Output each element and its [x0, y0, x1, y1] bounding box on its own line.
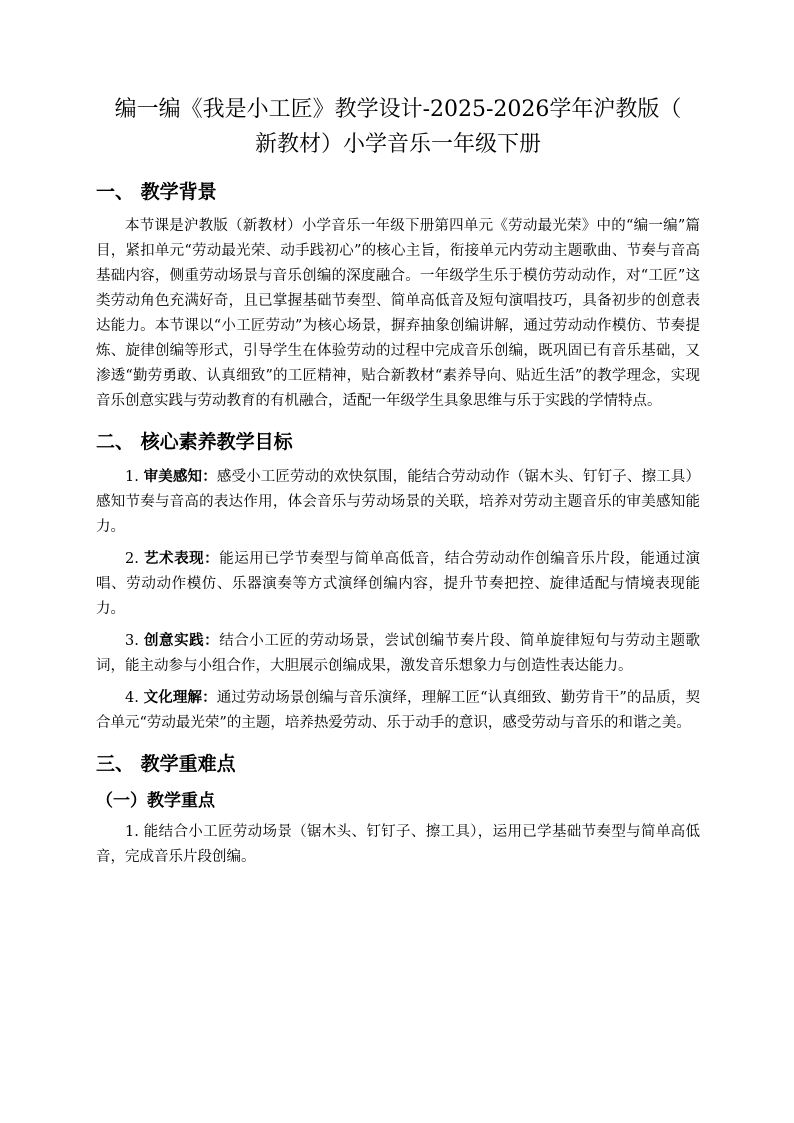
subsection-heading-key-points: （一）教学重点: [96, 791, 215, 811]
document-page: [96, 92, 700, 870]
key-point-number: 1.: [125, 824, 139, 840]
key-point-text: 能结合小工匠劳动场景（锯木头、钉钉子、擦工具），运用已学基础节奏型与简单高低音，完成音乐片段创编。: [96, 824, 701, 865]
objective-text: 感受小工匠劳动的欢快氛围，能结合劳动动作（锯木头、钉钉子、擦工具）感知节奏与音高的表达作用，体会音乐与劳动场景的关联，培养对劳动主题音乐的审美感知能力。: [96, 469, 701, 535]
objective-number: 3.: [125, 633, 139, 649]
background-paragraph: 本节课是沪教版（新教材）小学音乐一年级下册第四单元《劳动最光荣》中的“编一编”篇目，紧扣单元“劳动最光荣、动手践初心”的核心主旨，衔接单元内劳动主题歌曲、节奏与音高基础内容，侧重劳动场景与音乐创编的深度融合。一年级学生乐于模仿劳动动作，对“工匠”这类劳动角色充满好奇，且已掌握基础节奏型、简单高低音及短句演唱技巧，具备初步的创意表达能力。本节课以“小工匠劳动”为核心场景，摒弃抽象创编讲解，通过劳动动作模仿、节奏提炼、旋律创编等形式，引导学生在体验劳动的过程中完成音乐创编，既巩固已有音乐基础，又渗透“勤劳勇敢、认真细致”的工匠精神，贴合新教材“素养导向、贴近生活”的教学理念，实现音乐创意实践与劳动教育的有机融合，适配一年级学生具象思维与乐于实践的学情特点。: [96, 218, 700, 409]
objective-number: 1.: [125, 469, 139, 485]
objective-item: [96, 464, 700, 540]
title-line-1: 编一编《我是小工匠》教学设计-2025-2026学年沪教版（: [114, 97, 682, 122]
objective-text: 能运用已学节奏型与简单高低音，结合劳动动作创编音乐片段，能通过演唱、劳动动作模仿、乐器演奏等方式演绎创编内容，提升节奏把控、旋律适配与情境表现能力。: [96, 551, 701, 617]
document-title: [90, 92, 706, 162]
section-heading-key-points: 三、 教学重难点: [96, 753, 236, 775]
title-line-2: 新教材）小学音乐一年级下册: [254, 132, 541, 157]
section-heading-objectives: 二、 核心素养教学目标: [96, 431, 293, 453]
objective-label: 审美感知：: [143, 468, 217, 485]
objective-number: 2.: [125, 551, 139, 567]
key-point-item: [96, 820, 700, 870]
objective-label: 艺术表现：: [144, 550, 220, 567]
objective-text: 通过劳动场景创编与音乐演绎，理解工匠“认真细致、勤劳肯干”的品质，契合单元“劳动最光荣”的主题，培养热爱劳动、乐于动手的意识，感受劳动与音乐的和谐之美。: [96, 690, 701, 731]
objective-label: 创意实践：: [144, 632, 220, 649]
objective-item: [96, 685, 700, 736]
objective-text: 结合小工匠的劳动场景，尝试创编节奏片段、简单旋律短句与劳动主题歌词，能主动参与小组合作，大胆展示创编成果，激发音乐想象力与创造性表达能力。: [96, 633, 701, 674]
objective-label: 文化理解：: [143, 689, 217, 706]
objective-item: [96, 628, 700, 679]
section-heading-background: 一、 教学背景: [96, 181, 217, 203]
objective-item: [96, 546, 700, 622]
objective-number: 4.: [125, 690, 139, 706]
